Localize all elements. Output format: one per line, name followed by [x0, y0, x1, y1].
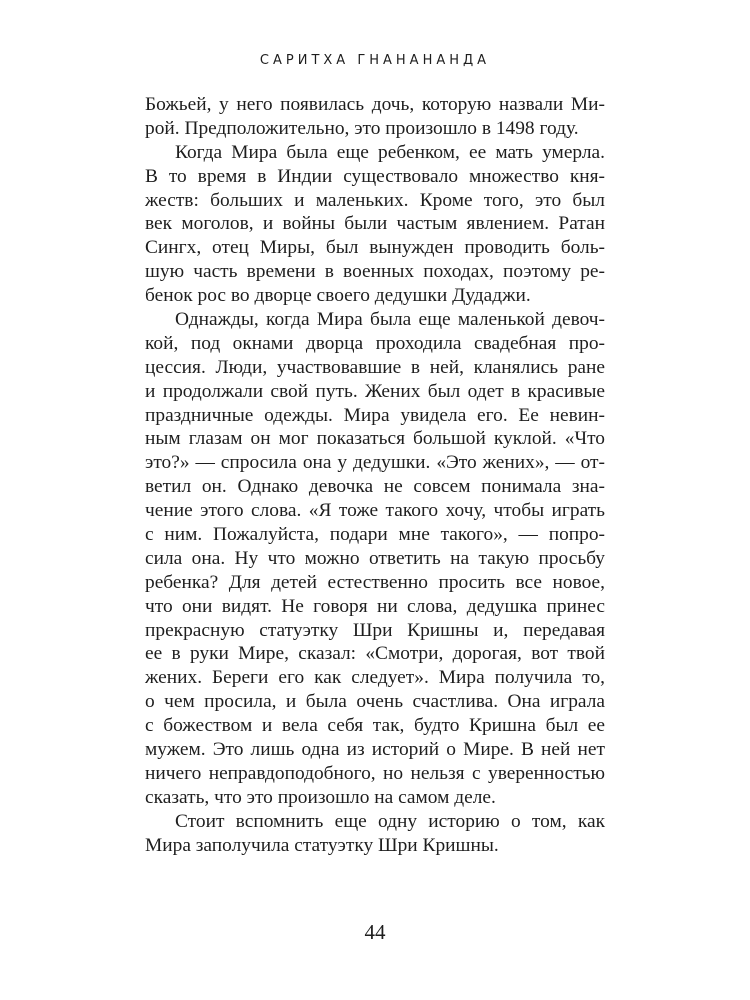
text-line: о чем просила, и была очень счастлива. Она играла [145, 691, 605, 713]
body-text [145, 93, 605, 858]
page-number: 44 [364, 920, 386, 944]
text-line: ветил он. Однако девочка не совсем понимала зна- [145, 476, 605, 498]
text-line: ным глазам он мог показаться большой куклой. «Что [145, 428, 605, 450]
text-line: ее в руки Мире, сказал: «Смотри, дорогая, вот твой [145, 643, 605, 665]
text-line: это?» — спросила она у дедушки. «Это жених», — от- [145, 452, 605, 474]
text-line: прекрасную статуэтку Шри Кришны и, передавая [145, 619, 605, 641]
text-line: с ним. Пожалуйста, подари мне такого», — попро- [145, 524, 605, 546]
text-line: сила она. Ну что можно ответить на такую просьбу [145, 547, 605, 569]
text-line: Сингх, отец Миры, был вынужден проводить боль- [145, 237, 605, 259]
running-head-author: САРИТХА ГНАНАНАНДА [259, 53, 491, 68]
text-line: чение этого слова. «Я тоже такого хочу, чтобы играть [145, 500, 605, 522]
text-line: Божьей, у него появилась дочь, которую назвали Ми- [145, 94, 605, 115]
text-line: ребенка? Для детей естественно просить все новое, [145, 571, 605, 593]
text-line: цессия. Люди, участвовавшие в ней, кланялись ране [145, 356, 605, 378]
text-line: жених. Береги его как следует». Мира получила то, [145, 667, 605, 689]
text-line: бенок рос во дворце своего дедушки Дудаджи. [145, 285, 531, 307]
text-line: В то время в Индии существовало множество кня- [145, 165, 605, 187]
text-line: кой, под окнами дворца проходила свадебная про- [145, 332, 605, 354]
text-line: ничего неправдоподобного, но нельзя с уверенностью [145, 762, 605, 784]
text-line: с божеством и вела себя так, будто Кришна был ее [145, 715, 605, 737]
text-line: Однажды, когда Мира была еще маленькой девоч- [175, 309, 605, 331]
text-line: и продолжали свой путь. Жених был одет в красивые [145, 380, 605, 402]
text-line: Стоит вспомнить еще одну историю о том, как [175, 810, 605, 832]
text-line: мужем. Это лишь одна из историй о Мире. В ней нет [145, 739, 605, 761]
text-line: век моголов, и войны были частым явлением. Ратан [145, 213, 605, 235]
text-line: Когда Мира была еще ребенком, ее мать умерла. [175, 141, 605, 163]
text-line: рой. Предположительно, это произошло в 1498 году. [145, 117, 579, 139]
text-line: шую часть времени в военных походах, поэтому ре- [145, 261, 605, 283]
text-line: жеств: больших и маленьких. Кроме того, это был [145, 189, 605, 211]
text-line: что они видят. Не говоря ни слова, дедушка принес [145, 595, 605, 617]
text-line: Мира заполучила статуэтку Шри Кришны. [145, 834, 499, 856]
text-line: праздничные одежды. Мира увидела его. Ее невин- [145, 404, 605, 426]
text-line: сказать, что это произошло на самом деле. [145, 786, 496, 808]
